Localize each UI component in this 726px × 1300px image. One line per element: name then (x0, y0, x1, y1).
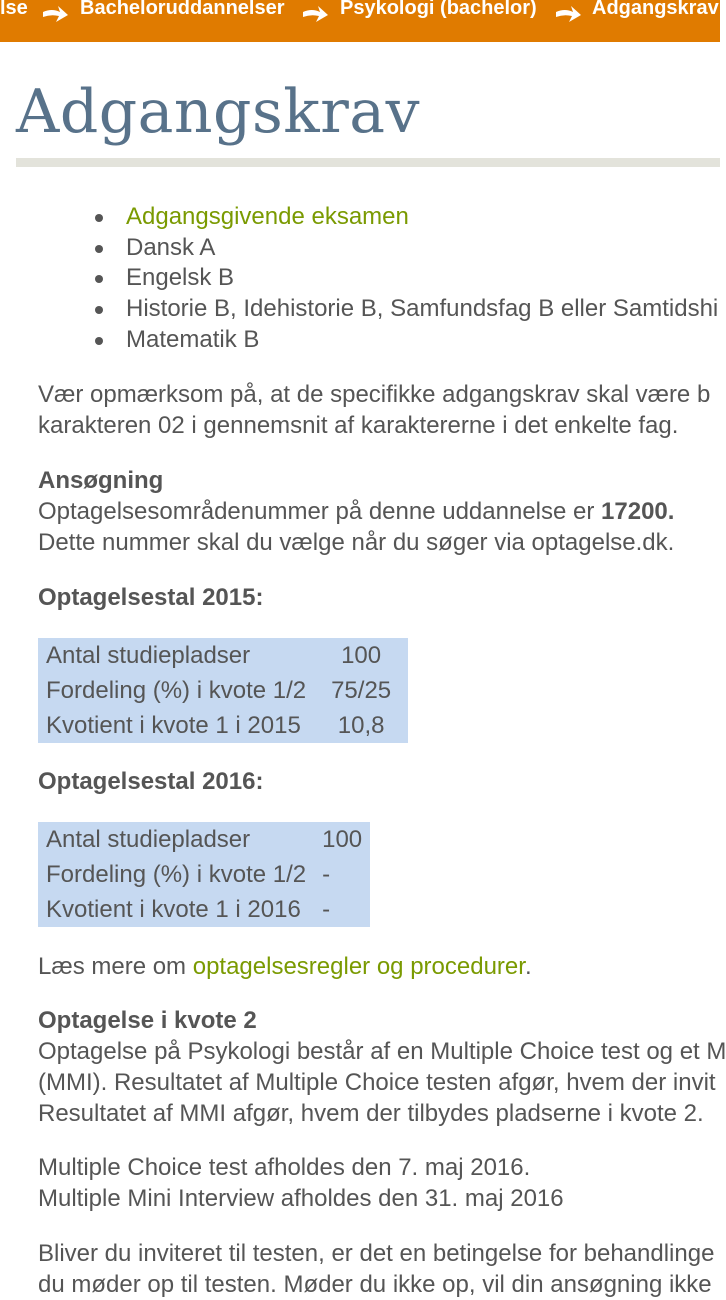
application-number-line (38, 496, 674, 527)
breadcrumb-arrow-icon (553, 2, 583, 26)
list-item-label: Engelsk B (126, 264, 235, 292)
application-number: 17200. (601, 498, 675, 525)
breadcrumb-item-adgangskrav[interactable]: Adgangskrav (592, 0, 719, 19)
breadcrumb-arrow-icon (300, 2, 330, 26)
stats-2015-table (38, 638, 408, 743)
table-cell-label: Fordeling (%) i kvote 1/2 (46, 861, 307, 888)
list-item (126, 263, 718, 294)
list-item-label: Matematik B (126, 325, 260, 353)
page-title: Adgangskrav (16, 77, 420, 147)
breadcrumb-item-bacheloruddannelser[interactable]: Bacheloruddannelser (80, 0, 285, 19)
breadcrumb (0, 0, 720, 42)
application-number-text: Optagelsesområdenummer på denne uddannelse er (38, 498, 602, 525)
table-cell-value: 10,8 (337, 712, 385, 739)
list-item (126, 294, 718, 325)
kvote2-heading: Optagelse i kvote 2 (38, 1007, 257, 1034)
breadcrumb-item-uddannelse[interactable]: lse (0, 0, 28, 19)
list-item-label[interactable]: Adgangsgivende eksamen (126, 203, 409, 230)
application-heading: Ansøgning (38, 467, 164, 494)
breadcrumb-item-psykologi[interactable]: Psykologi (bachelor) (340, 0, 537, 19)
table-row (38, 708, 408, 743)
list-item (126, 325, 718, 356)
list-item-adgangsgivende-eksamen[interactable] (126, 202, 718, 233)
kvote2-line-3: Resultatet af MMI afgør, hvem der tilbydes pladserne i kvote 2. (38, 1100, 704, 1127)
table-row (38, 822, 370, 857)
table-cell-label: Antal studiepladser (46, 826, 251, 853)
read-more-prefix: Læs mere om (38, 953, 193, 980)
list-item-label: Dansk A (126, 233, 216, 261)
bullet-icon (95, 275, 103, 283)
table-row (38, 857, 370, 892)
read-more-suffix: . (524, 953, 532, 980)
table-cell-label: Fordeling (%) i kvote 1/2 (46, 677, 307, 704)
table-cell-label: Kvotient i kvote 1 i 2015 (46, 712, 301, 739)
bullet-icon (95, 306, 103, 314)
table-cell-value: 100 (322, 826, 363, 853)
table-cell-value: - (322, 896, 331, 923)
table-row (38, 673, 408, 708)
stats-2016-heading: Optagelsestal 2016: (38, 768, 264, 795)
table-row (38, 638, 408, 673)
table-cell-value: 100 (341, 642, 382, 669)
table-cell-value: - (322, 861, 331, 888)
kvote2-line-2: (MMI). Resultatet af Multiple Choice testen afgør, hvem der invit (38, 1069, 716, 1096)
admission-rules-link[interactable]: optagelsesregler og procedurer (192, 953, 525, 980)
title-divider (16, 158, 720, 167)
notice-line-2: karakteren 02 i gennemsnit af karaktererne i det enkelte fag. (38, 412, 679, 439)
bullet-icon (95, 245, 103, 253)
stats-2015-heading: Optagelsestal 2015: (38, 584, 264, 611)
dates-line-2: Multiple Mini Interview afholdes den 31. maj 2016 (38, 1185, 564, 1212)
breadcrumb-arrow-icon (40, 2, 70, 26)
requirements-list (126, 202, 718, 356)
condition-line-2: du møder op til testen. Møder du ikke op, vil din ansøgning ikke (38, 1271, 712, 1298)
notice-line-1: Vær opmærksom på, at de specifikke adgangskrav skal være b (38, 381, 711, 408)
table-cell-label: Antal studiepladser (46, 642, 251, 669)
condition-line-1: Bliver du inviteret til testen, er det en betingelse for behandlinge (38, 1240, 715, 1267)
table-row (38, 892, 370, 927)
dates-line-1: Multiple Choice test afholdes den 7. maj 2016. (38, 1154, 531, 1181)
stats-2016-table (38, 822, 370, 927)
bullet-icon (95, 337, 103, 345)
kvote2-line-1: Optagelse på Psykologi består af en Multiple Choice test og et M (38, 1038, 726, 1065)
table-cell-label: Kvotient i kvote 1 i 2016 (46, 896, 301, 923)
application-instruction: Dette nummer skal du vælge når du søger via optagelse.dk. (38, 529, 675, 556)
list-item-label: Historie B, Idehistorie B, Samfundsfag B eller Samtidshi (126, 295, 719, 323)
list-item (126, 233, 718, 264)
read-more (38, 951, 532, 982)
bullet-icon (95, 214, 103, 222)
table-cell-value: 75/25 (331, 677, 392, 704)
